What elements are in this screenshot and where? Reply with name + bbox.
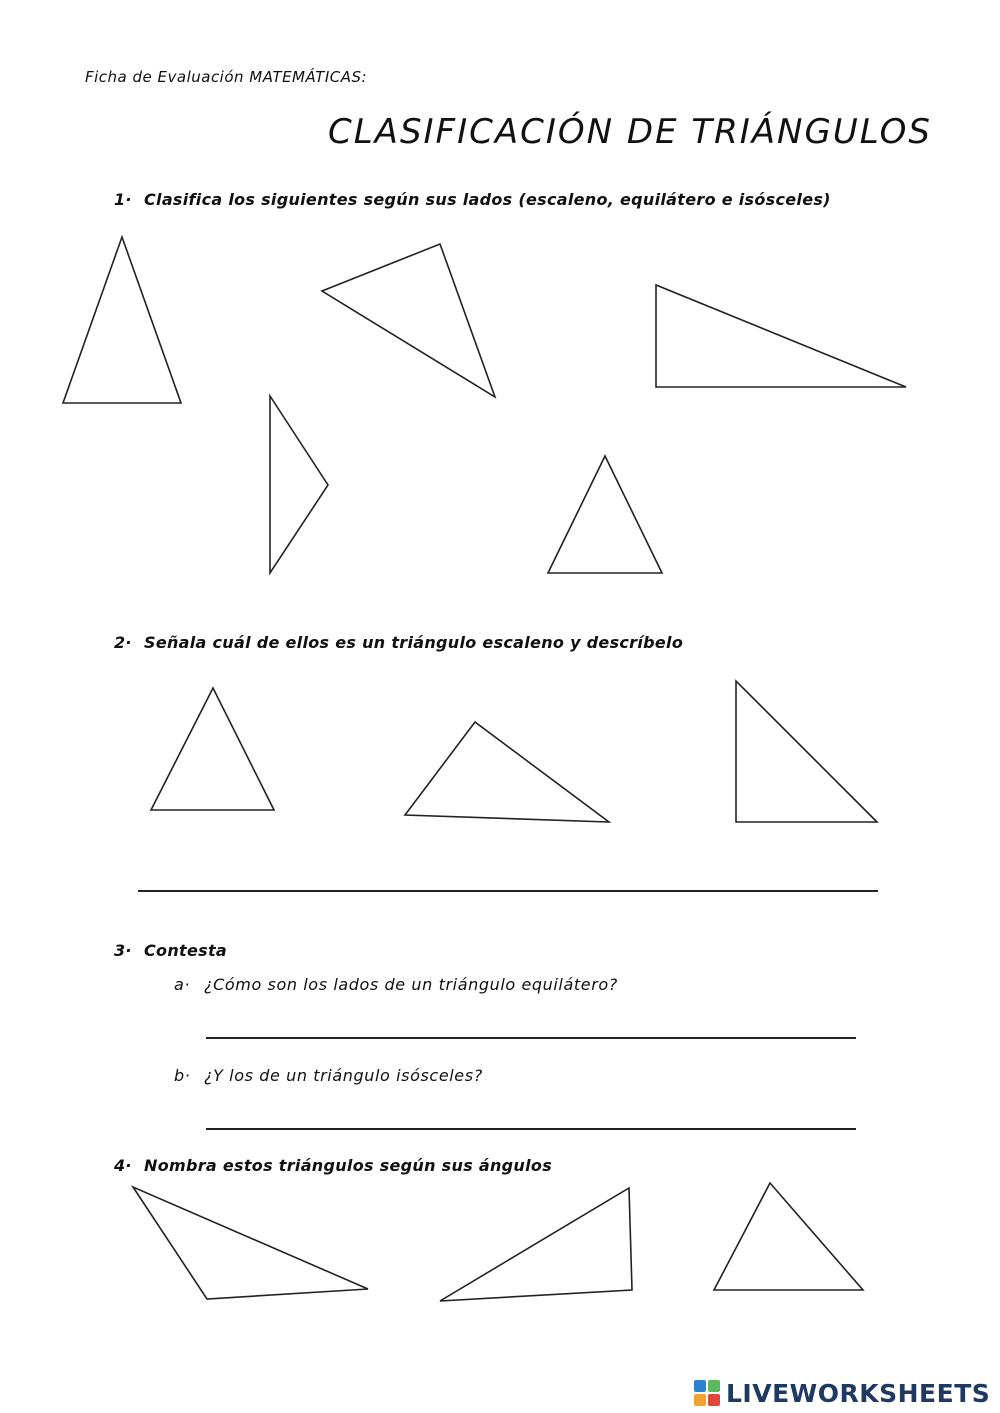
triangle-2-tilted — [322, 244, 495, 397]
brand-mark-red — [708, 1394, 720, 1406]
question-3-number: 3· — [114, 941, 132, 960]
worksheet-header-label: Ficha de Evaluación MATEMÁTICAS: — [85, 68, 368, 86]
triangle-9-obtuse — [133, 1187, 368, 1299]
question-3b-letter: b· — [174, 1066, 191, 1085]
triangle-11-acute — [714, 1183, 863, 1290]
brand-mark-green — [708, 1380, 720, 1392]
triangle-3-right-wide — [656, 285, 906, 387]
triangle-7-scalene — [405, 722, 609, 822]
liveworksheets-logo — [694, 1376, 990, 1410]
triangle-4-narrow — [270, 396, 328, 573]
question-2-number: 2· — [114, 633, 132, 652]
triangle-5-equilateral — [548, 456, 662, 573]
liveworksheets-mark-icon — [694, 1380, 720, 1406]
liveworksheets-wordmark: LIVEWORKSHEETS — [726, 1378, 991, 1408]
triangle-6-equilateral — [151, 688, 274, 810]
question-2-text: Señala cuál de ellos es un triángulo escaleno y descríbelo — [144, 633, 684, 652]
triangle-1-isosceles-tall — [63, 237, 181, 403]
question-1-text: Clasifica los siguientes según sus lados (escaleno, equilátero e isósceles) — [144, 190, 831, 209]
brand-mark-blue — [694, 1380, 706, 1392]
triangle-8-right — [736, 681, 877, 822]
question-1-number: 1· — [114, 190, 132, 209]
question-4-number: 4· — [114, 1156, 132, 1175]
question-3a-letter: a· — [174, 975, 191, 994]
brand-mark-orange — [694, 1394, 706, 1406]
worksheet-title: CLASIFICACIÓN DE TRIÁNGULOS — [328, 112, 932, 152]
question-3-text: Contesta — [144, 941, 227, 960]
question-4-text: Nombra estos triángulos según sus ángulos — [144, 1156, 553, 1175]
question-3a-text: ¿Cómo son los lados de un triángulo equilátero? — [204, 975, 618, 994]
triangle-10-right-slanted — [440, 1188, 632, 1301]
question-3b-text: ¿Y los de un triángulo isósceles? — [204, 1066, 483, 1085]
